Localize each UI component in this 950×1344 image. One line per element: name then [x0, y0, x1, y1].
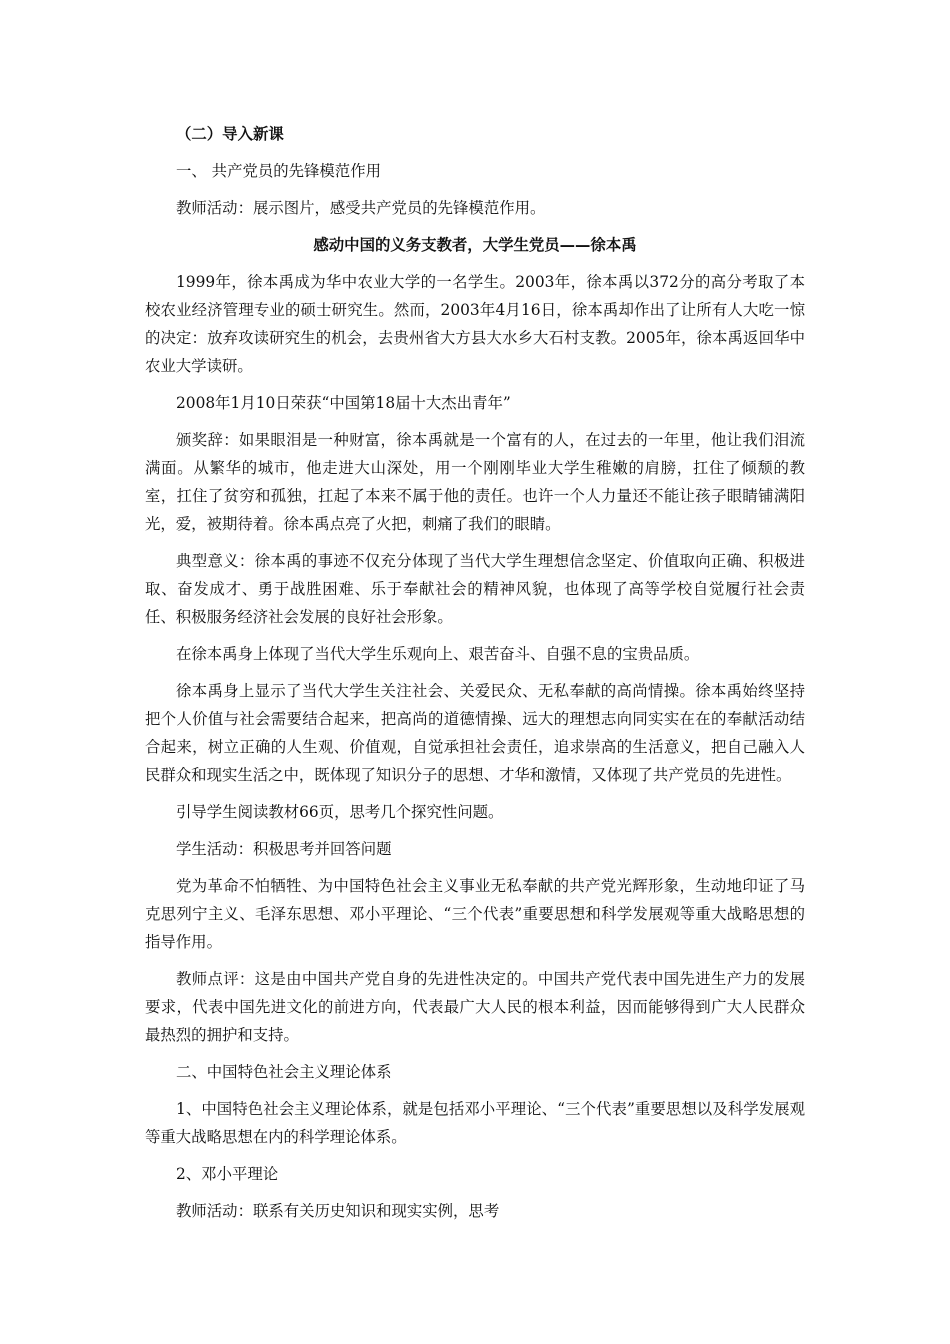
story-title: 感动中国的义务支教者，大学生党员——徐本禹 [313, 236, 637, 254]
teacher-comment: 教师点评：这是由中国共产党自身的先进性决定的。中国共产党代表中国先进生产力的发展要求，代表中国先进文化的前进方向，代表最广大人民的根本利益，因而能够得到广大人民群众最热烈的拥护和支持。 [145, 970, 805, 1044]
sentiments-paragraph: 徐本禹身上显示了当代大学生关注社会、关爱民众、无私奉献的高尚情操。徐本禹始终坚持把个人价值与社会需要结合起来，把高尚的道德情操、远大的理想志向同实实在在的奉献活动结合起来，树立正确的人生观、价值观，自觉承担社会责任，追求崇高的生活意义，把自己融入人民群众和现实生活之中，既体现了知识分子的思想、才华和激情，又体现了共产党员的先进性。 [145, 682, 805, 784]
list-item-2: 2、邓小平理论 [176, 1165, 279, 1183]
list-item-1: 1、中国特色社会主义理论体系，就是包括邓小平理论、“三个代表”重要思想以及科学发展观等重大战略思想在内的科学理论体系。 [145, 1100, 805, 1146]
teacher-activity-1: 教师活动：展示图片，感受共产党员的先锋模范作用。 [176, 199, 546, 217]
qualities-paragraph: 在徐本禹身上体现了当代大学生乐观向上、艰苦奋斗、自强不息的宝贵品质。 [176, 645, 700, 663]
student-activity: 学生活动：积极思考并回答问题 [176, 840, 392, 858]
story-paragraph-2: 2008年1月10日荣获“中国第18届十大杰出青年” [176, 394, 511, 412]
teacher-activity-2: 教师活动：联系有关历史知识和现实实例，思考 [176, 1202, 500, 1220]
document-body [145, 120, 805, 1234]
award-speech: 颁奖辞：如果眼泪是一种财富，徐本禹就是一个富有的人，在过去的一年里，他让我们泪流满面。从繁华的城市，他走进大山深处，用一个刚刚毕业大学生稚嫩的肩膀，扛住了倾颓的教室，扛住了贫穷和孤独，扛起了本来不属于他的责任。也许一个人力量还不能让孩子眼睛铺满阳光，爱，被期待着。徐本禹点亮了火把，刺痛了我们的眼睛。 [145, 431, 805, 533]
section-heading: （二）导入新课 [176, 125, 284, 143]
guide-reading: 引导学生阅读教材66页，思考几个探究性问题。 [176, 803, 504, 821]
part2-title: 二、中国特色社会主义理论体系 [176, 1063, 392, 1081]
part1-title: 一、 共产党员的先锋模范作用 [176, 162, 381, 180]
significance-paragraph: 典型意义：徐本禹的事迹不仅充分体现了当代大学生理想信念坚定、价值取向正确、积极进取、奋发成才、勇于战胜困难、乐于奉献社会的精神风貌，也体现了高等学校自觉履行社会责任、积极服务经济社会发展的良好社会形象。 [145, 552, 805, 626]
party-image-paragraph: 党为革命不怕牺牲、为中国特色社会主义事业无私奉献的共产党光辉形象，生动地印证了马克思列宁主义、毛泽东思想、邓小平理论、“三个代表”重要思想和科学发展观等重大战略思想的指导作用。 [145, 877, 805, 951]
story-paragraph-1: 1999年，徐本禹成为华中农业大学的一名学生。2003年，徐本禹以372分的高分考取了本校农业经济管理专业的硕士研究生。然而，2003年4月16日，徐本禹却作出了让所有人大吃一惊的决定：放弃攻读研究生的机会，去贵州省大方县大水乡大石村支教。2005年，徐本禹返回华中农业大学读研。 [145, 273, 805, 375]
